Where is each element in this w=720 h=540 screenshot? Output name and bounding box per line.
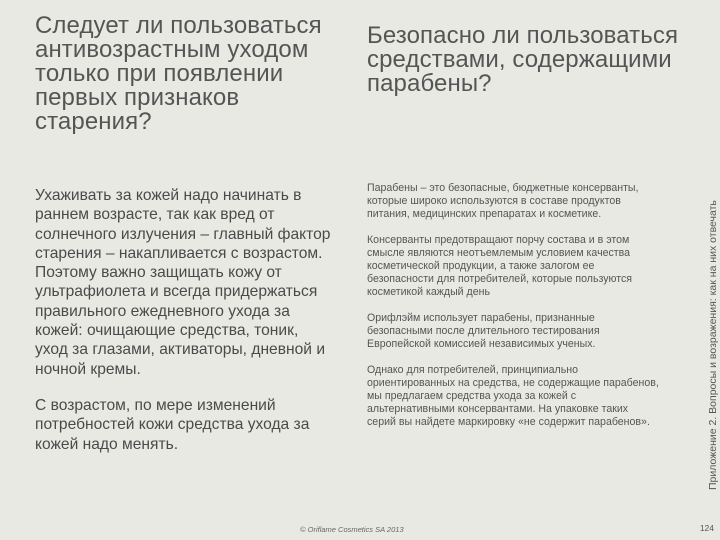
right-answer [367,182,659,442]
copyright-footer: © Oriflame Cosmetics SA 2013 [300,525,404,534]
right-paragraph-3: Орифлэйм использует парабены, признанные безопасными после длительного тестирования Европейской комиссией независимых ученых. [367,312,600,350]
left-answer [35,186,335,471]
left-paragraph-2: С возрастом, по мере изменений потребностей кожи средства ухода за кожей надо менять. [35,396,310,453]
page-number: 124 [699,523,714,533]
right-paragraph-4: Однако для потребителей, принципиально ориентированных на средства, не содержащие парабенов, мы предлагаем средства ухода за кожей с альтернативными консервантами. На упаковке таких серий вы найдете маркировку «не содержит парабенов». [367,364,659,428]
left-paragraph-1: Ухаживать за кожей надо начинать в раннем возрасте, так как вред от солнечного излучения – главный фактор старения – накапливается с возрастом. Поэтому важно защищать кожу от ультрафиолета и всегда придержаться правильного ежедневного ухода за кожей: очищающие средства, тоник, уход за глазами, активаторы, дневной и ночной кремы. [35,187,331,378]
section-side-label: Приложение 2. Вопросы и возражения: как на них отвечать [707,200,719,490]
right-paragraph-2: Консерванты предотвращают порчу состава и в этом смысле являются неотъемлемым условием качества косметической продукции, а также залогом ее безопасности для потребителей, которые пользуются косметикой каждый день [367,234,632,298]
right-paragraph-1: Парабены – это безопасные, бюджетные консерванты, которые широко используются в составе продуктов питания, медицинских препаратах и косметике. [367,182,639,220]
left-question-heading: Следует ли пользоваться антивозрастным уходом только при появлении первых признаков старения? [35,12,322,135]
right-question-heading: Безопасно ли пользоваться средствами, содержащими парабены? [367,22,679,97]
